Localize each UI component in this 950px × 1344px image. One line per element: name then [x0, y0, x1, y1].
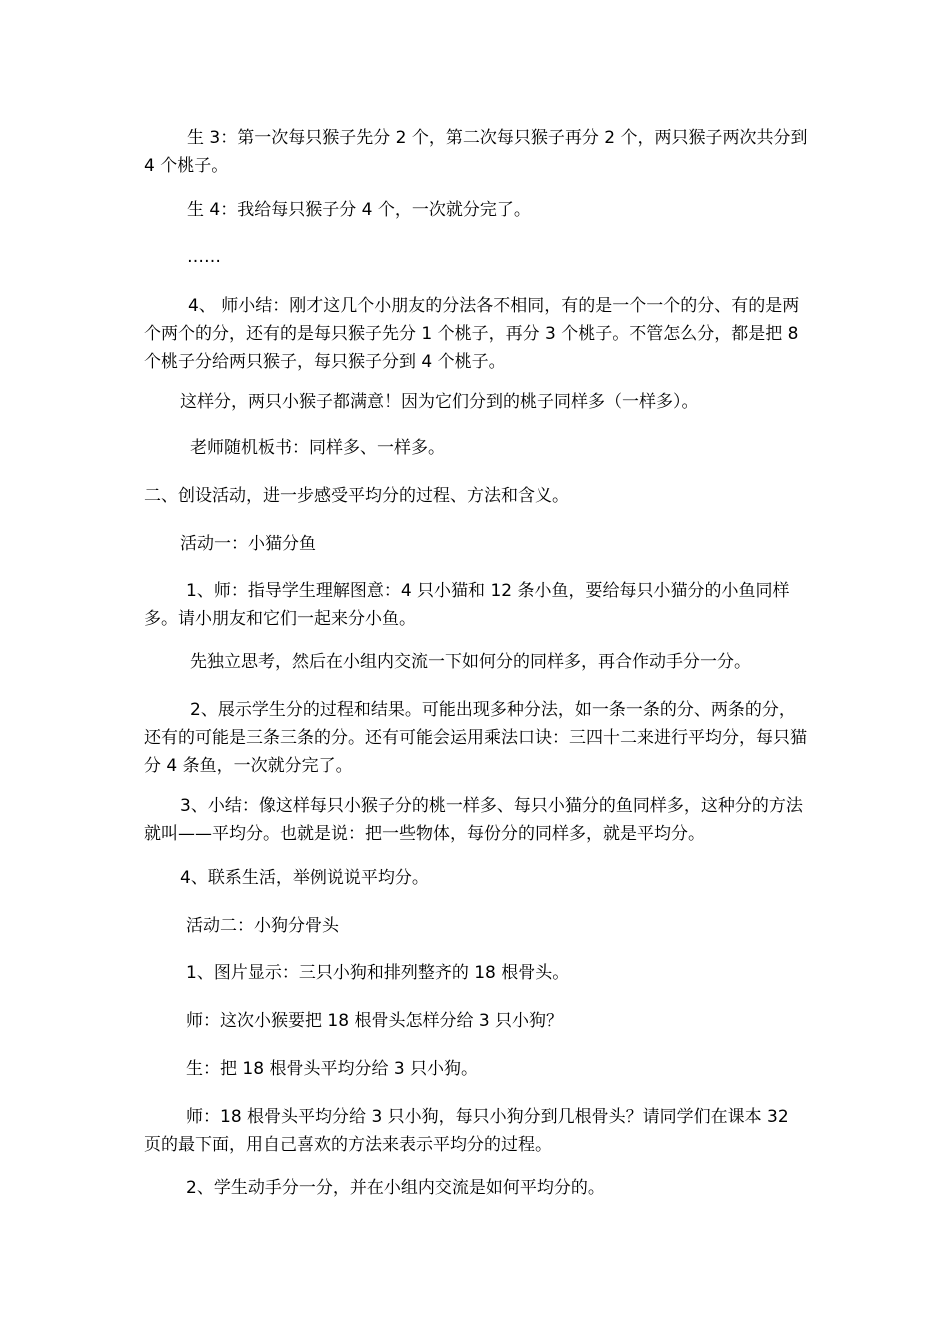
- paragraph-board-writing: 老师随机板书：同样多、一样多。: [190, 438, 445, 458]
- paragraph-student-4: 生 4：我给每只猴子分 4 个，一次就分完了。: [187, 200, 531, 220]
- paragraph-activity-1-step-3: 3、小结：像这样每只小猴子分的桃一样多、每只小猫分的鱼同样多，这种分的方法就叫——平均分。也就是说：把一些物体，每份分的同样多，就是平均分。: [144, 796, 803, 844]
- paragraph-ellipsis: ……: [187, 247, 221, 267]
- paragraph-activity-1-step-2: 2、展示学生分的过程和结果。可能出现多种分法，如一条一条的分、两条的分，还有的可能是三条三条的分。还有可能会运用乘法口诀：三四十二来进行平均分，每只猫分 4 条鱼，一次就分完了。: [144, 700, 807, 776]
- paragraph-activity-2-step-2: 2、学生动手分一分，并在小组内交流是如何平均分的。: [186, 1178, 605, 1198]
- section-heading-2: 二、创设活动，进一步感受平均分的过程、方法和含义。: [144, 486, 569, 506]
- paragraph-teacher-summary: 4、 师小结：刚才这几个小朋友的分法各不相同，有的是一个一个的分、有的是两个两个的分，还有的是每只猴子先分 1 个桃子，再分 3 个桃子。不管怎么分，都是把 8 个桃子分给两只猴子，每只猴子分到 4 个桃子。: [144, 296, 800, 372]
- paragraph-student-3: 生 3：第一次每只猴子先分 2 个，第二次每只猴子再分 2 个，两只猴子两次共分到 4 个桃子。: [144, 128, 808, 176]
- activity-2-heading: 活动二：小狗分骨头: [186, 916, 339, 936]
- paragraph-student-answer: 生：把 18 根骨头平均分给 3 只小狗。: [186, 1059, 479, 1079]
- paragraph-activity-2-step-1: 1、图片显示：三只小狗和排列整齐的 18 根骨头。: [186, 963, 570, 983]
- activity-1-heading: 活动一：小猫分鱼: [180, 534, 316, 554]
- paragraph-teacher-instruction: 师：18 根骨头平均分给 3 只小狗，每只小狗分到几根骨头？请同学们在课本 32 页的最下面，用自己喜欢的方法来表示平均分的过程。: [144, 1107, 789, 1155]
- paragraph-activity-1-step-4: 4、联系生活，举例说说平均分。: [180, 868, 429, 888]
- paragraph-teacher-question: 师：这次小猴要把 18 根骨头怎样分给 3 只小狗？: [186, 1011, 564, 1031]
- paragraph-independent-thinking: 先独立思考，然后在小组内交流一下如何分的同样多，再合作动手分一分。: [190, 652, 751, 672]
- paragraph-activity-1-step-1: 1、师：指导学生理解图意：4 只小猫和 12 条小鱼，要给每只小猫分的小鱼同样多。请小朋友和它们一起来分小鱼。: [144, 581, 790, 629]
- paragraph-monkeys-satisfied: 这样分，两只小猴子都满意！因为它们分到的桃子同样多（一样多）。: [180, 392, 699, 412]
